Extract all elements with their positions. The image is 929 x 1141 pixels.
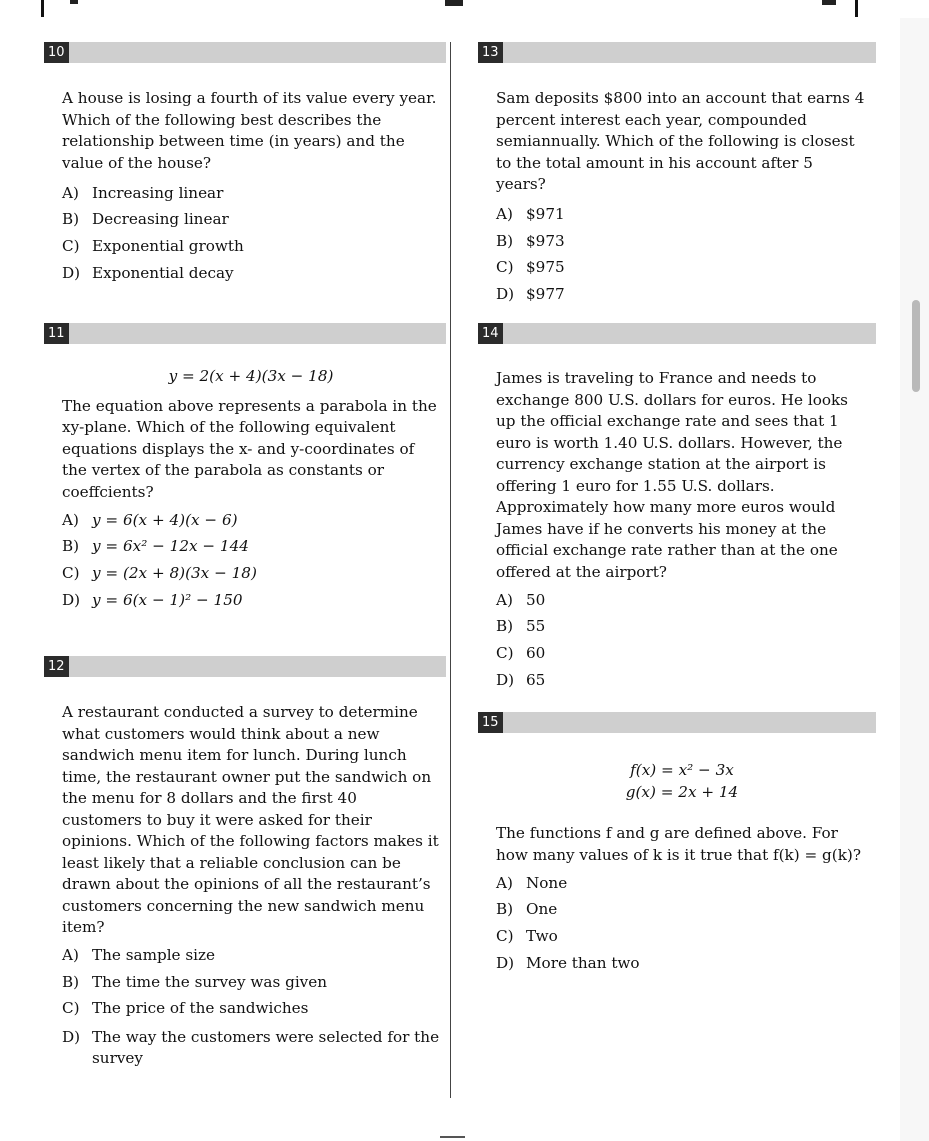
question-13 (496, 88, 866, 308)
choice-letter: B) (62, 972, 80, 991)
choice-a[interactable] (496, 202, 866, 229)
choice-text: y = (2x + 8)(3x − 18) (92, 563, 257, 582)
choice-a[interactable] (496, 870, 868, 897)
page-mark (445, 0, 463, 6)
choice-letter: D) (62, 1027, 81, 1046)
choice-text: One (526, 900, 558, 919)
choice-letter: C) (62, 563, 80, 582)
question-stem: A house is losing a fourth of its value every year. Which of the following best describes the relationship between time (in years) and the value of the house? (62, 89, 437, 172)
answer-choices (62, 180, 440, 287)
choice-letter: C) (496, 643, 514, 662)
choice-letter: A) (62, 510, 79, 529)
choice-text: 65 (526, 670, 546, 689)
choice-c[interactable] (496, 640, 868, 667)
choice-text: 50 (526, 590, 546, 609)
choice-letter: B) (62, 537, 80, 556)
choice-letter: D) (496, 670, 515, 689)
choice-letter: D) (496, 285, 515, 304)
question-header-11 (44, 323, 446, 344)
question-11 (62, 366, 440, 614)
choice-letter: A) (496, 873, 513, 892)
answer-choices (496, 587, 868, 694)
choice-text: None (526, 873, 568, 892)
choice-a[interactable] (62, 507, 440, 534)
answer-choices (62, 943, 440, 1070)
question-stem: A restaurant conducted a survey to determine what customers would think about a new sandwich menu item for lunch. During lunch time, the restaurant owner put the sandwich on the menu for 8 dollars and the first 40 customers to buy it were asked for their opinions. Which of the following factors makes it least likely that a reliable conclusion can be drawn about the opinions of all the restaurant’s customers concerning the new sandwich menu item? (62, 703, 439, 936)
choice-letter: A) (496, 205, 513, 224)
choice-text: More than two (526, 953, 640, 972)
choice-c[interactable] (496, 255, 866, 282)
choice-letter: C) (62, 236, 80, 255)
choice-a[interactable] (62, 180, 440, 207)
choice-text: $977 (526, 285, 565, 304)
choice-text: Exponential growth (92, 236, 244, 255)
question-header-15 (478, 712, 876, 733)
column-divider (450, 42, 451, 1098)
page-border-right (855, 0, 858, 17)
choice-text: Decreasing linear (92, 210, 229, 229)
question-header-14 (478, 323, 876, 344)
choice-c[interactable] (62, 560, 440, 587)
choice-c[interactable] (62, 233, 440, 260)
choice-text: The sample size (92, 946, 216, 965)
choice-text: Two (526, 926, 558, 945)
choice-letter: C) (62, 999, 80, 1018)
choice-d[interactable] (496, 950, 868, 977)
choice-text: y = 6(x + 4)(x − 6) (92, 510, 238, 529)
choice-d[interactable] (496, 667, 868, 694)
choice-d[interactable] (62, 587, 440, 614)
page-mark (822, 0, 836, 5)
question-stem: The functions f and g are defined above. For how many values of k is it true that f(k) = g(k)? (496, 824, 861, 864)
choice-a[interactable] (496, 587, 868, 614)
question-15 (496, 760, 868, 977)
choice-letter: D) (62, 263, 81, 282)
answer-choices (62, 507, 440, 614)
question-header-12 (44, 656, 446, 677)
previous-page-edge (0, 0, 929, 18)
equation-f: f(x) = x² − 3x (630, 761, 734, 779)
choice-b[interactable] (62, 207, 440, 234)
choice-letter: A) (62, 946, 79, 965)
choice-letter: B) (496, 231, 514, 250)
page-border-left (41, 0, 44, 17)
page-mark (70, 0, 78, 4)
choice-letter: A) (62, 183, 79, 202)
equation: y = 2(x + 4)(3x − 18) (168, 367, 334, 385)
question-10 (62, 88, 440, 287)
page-margin (900, 0, 929, 1141)
question-stem: James is traveling to France and needs to exchange 800 U.S. dollars for euros. He looks up the official exchange rate and sees that 1 euro is worth 1.40 U.S. dollars. However, the currency exchange station at the airport is offering 1 euro for 1.55 U.S. dollars. Approximately how many more euros would James have if he converts his money at the official exchange rate rather than at the one offered at the airport? (496, 369, 848, 581)
question-number: 12 (44, 656, 69, 677)
choice-d[interactable] (62, 1023, 440, 1070)
choice-letter: C) (496, 258, 514, 277)
question-14 (496, 368, 868, 694)
choice-b[interactable] (496, 228, 866, 255)
page-footer-mark (440, 1136, 465, 1138)
choice-text: The way the customers were selected for the survey (92, 1027, 440, 1068)
choice-d[interactable] (496, 282, 866, 309)
question-header-13 (478, 42, 876, 63)
question-number: 15 (478, 712, 503, 733)
choice-a[interactable] (62, 943, 440, 970)
scrollbar-thumb[interactable] (912, 300, 920, 392)
question-12 (62, 702, 440, 1070)
choice-d[interactable] (62, 260, 440, 287)
choice-text: y = 6(x − 1)² − 150 (92, 590, 243, 609)
answer-choices (496, 870, 868, 977)
question-header-10 (44, 42, 446, 63)
choice-text: $975 (526, 258, 565, 277)
choice-letter: D) (62, 590, 81, 609)
choice-text: $971 (526, 205, 565, 224)
choice-b[interactable] (496, 897, 868, 924)
choice-letter: A) (496, 590, 513, 609)
choice-letter: B) (62, 210, 80, 229)
choice-text: Exponential decay (92, 263, 234, 282)
choice-b[interactable] (62, 969, 440, 996)
question-stem: Sam deposits $800 into an account that earns 4 percent interest each year, compounded semiannually. Which of the following is closest to the total amount in his account after 5 years? (496, 89, 865, 193)
choice-b[interactable] (496, 614, 868, 641)
question-number: 13 (478, 42, 503, 63)
answer-choices (496, 202, 866, 309)
choice-c[interactable] (62, 996, 440, 1023)
choice-b[interactable] (62, 534, 440, 561)
choice-text: The price of the sandwiches (92, 999, 309, 1018)
choice-c[interactable] (496, 923, 868, 950)
question-number: 11 (44, 323, 69, 344)
choice-text: $973 (526, 231, 565, 250)
question-number: 10 (44, 42, 69, 63)
choice-text: y = 6x² − 12x − 144 (92, 537, 249, 556)
question-stem: The equation above represents a parabola in the xy-plane. Which of the following equivalent equations displays the x- and y-coordinates of the vertex of the parabola as constants or coeffcients? (62, 396, 437, 501)
choice-text: 60 (526, 643, 546, 662)
choice-letter: B) (496, 900, 514, 919)
question-number: 14 (478, 323, 503, 344)
choice-letter: D) (496, 953, 515, 972)
choice-letter: C) (496, 926, 514, 945)
choice-text: Increasing linear (92, 183, 224, 202)
choice-text: 55 (526, 617, 546, 636)
choice-letter: B) (496, 617, 514, 636)
equation-g: g(x) = 2x + 14 (625, 782, 739, 801)
choice-text: The time the survey was given (92, 972, 328, 991)
